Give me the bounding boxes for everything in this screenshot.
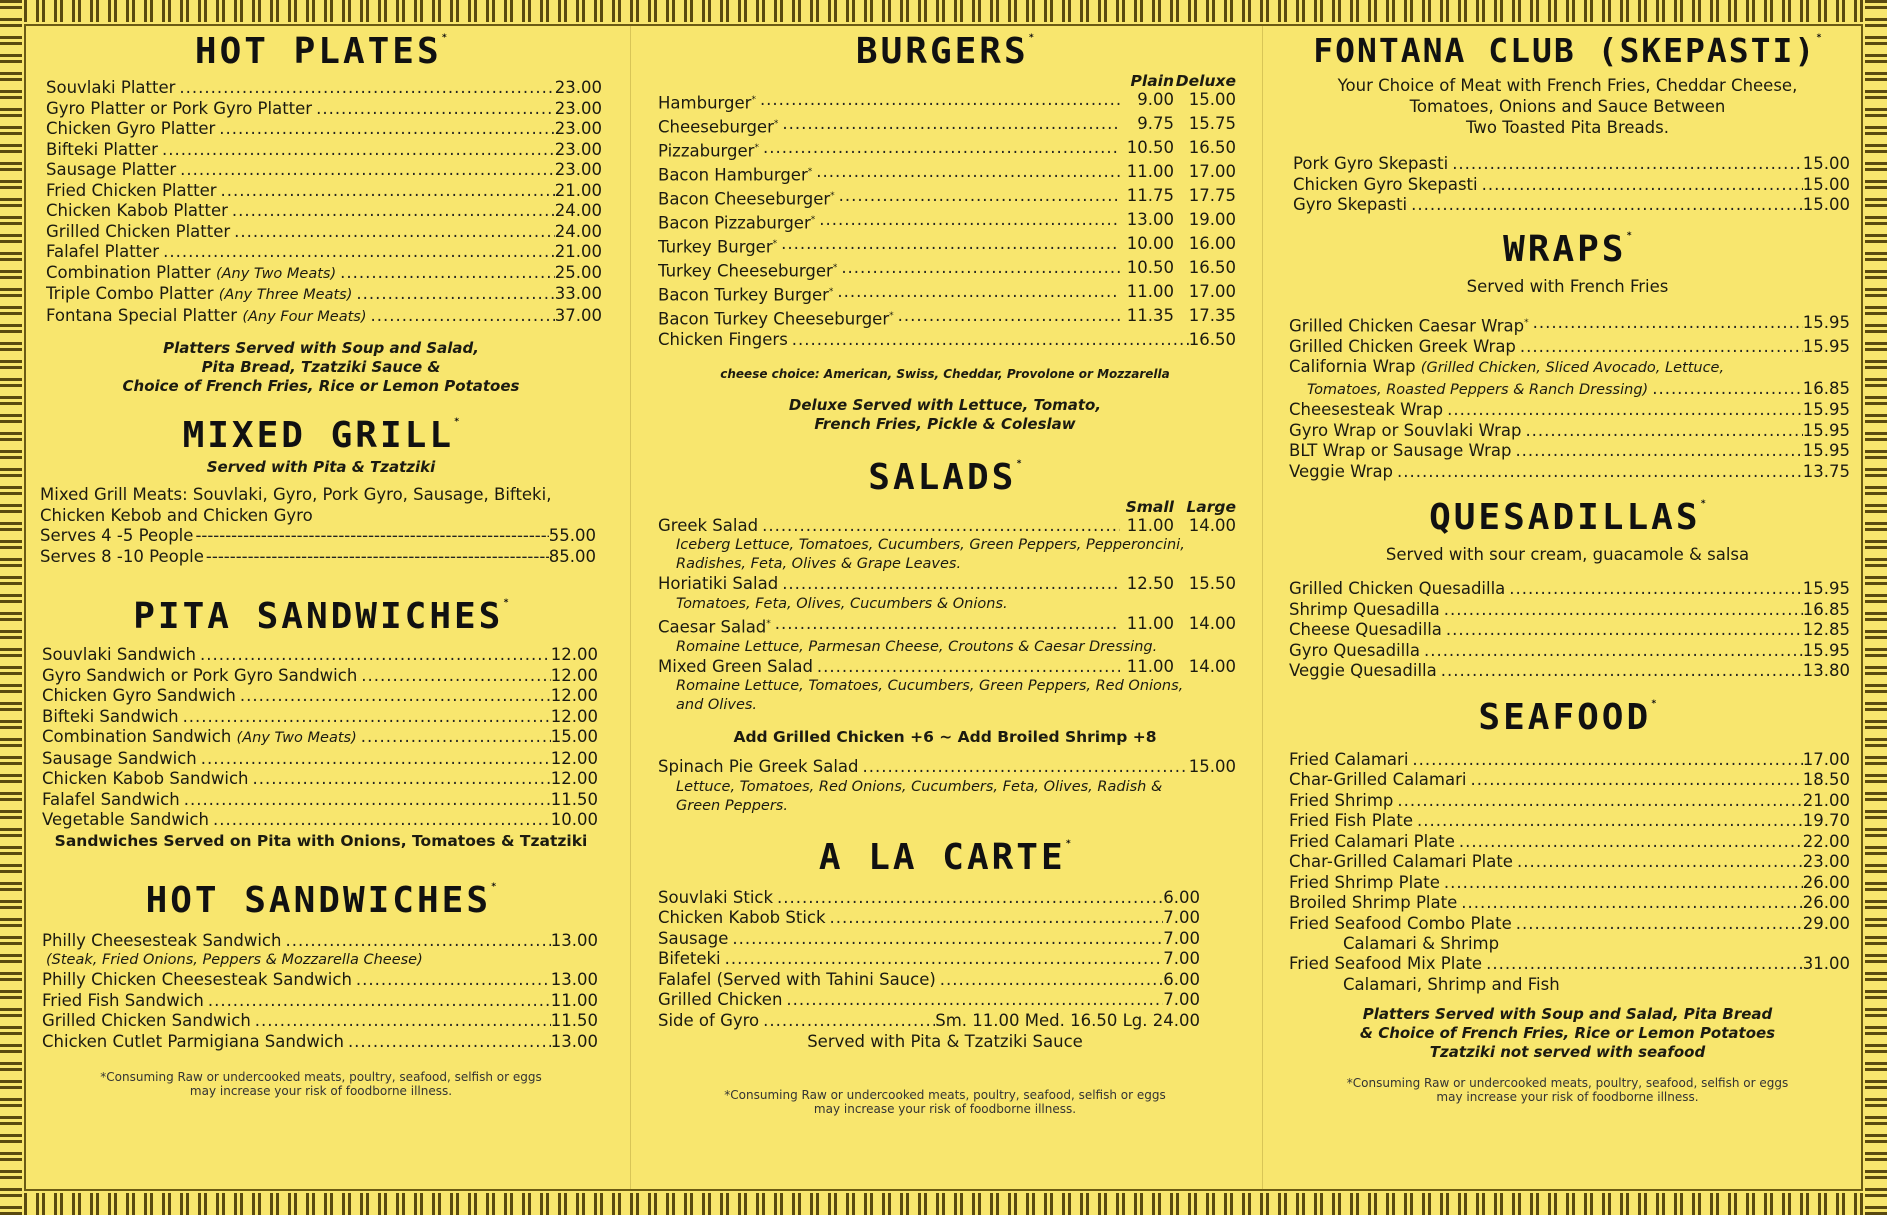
menu-item: Serves 4 -5 People ----- 55.00 [40, 526, 596, 547]
menu-item: Souvlaki Stick ..... 6.00 [658, 888, 1200, 909]
menu-item: Fried Shrimp Plate ..... 26.00 [1289, 873, 1850, 894]
hot-plates-note: Platters Served with Soup and Salad, Pita Bread, Tzatziki Sauce & Choice of French Fries, Rice or Lemon Potatoes [122, 339, 520, 395]
menu-item: Fried Seafood Mix Plate ..... 31.00 [1289, 954, 1850, 975]
column-middle [650, 28, 1240, 1116]
quesadillas-list [1285, 579, 1850, 682]
menu-item: Caesar Salad* ..... 11.00 14.00 [658, 614, 1236, 638]
menu-item: Bacon Cheeseburger* ..... 11.75 17.75 [658, 186, 1236, 210]
salads-list [650, 516, 1240, 716]
item-description: Tomatoes, Feta, Olives, Cucumbers & Onions. [676, 595, 1008, 612]
menu-item: Fried Shrimp ..... 21.00 [1289, 791, 1850, 812]
wraps-title: WRAPS* [1503, 228, 1632, 270]
menu-item: Sausage ..... 7.00 [658, 929, 1200, 950]
menu-item: Vegetable Sandwich ..... 10.00 [42, 810, 598, 831]
menu-item: Broiled Shrimp Plate ..... 26.00 [1289, 893, 1850, 914]
quesadillas-title: QUESADILLAS* [1429, 497, 1706, 538]
a-la-carte-title: A LA CARTE* [818, 836, 1072, 878]
menu-item: Bacon Pizzaburger* ..... 13.00 19.00 [658, 210, 1236, 234]
mixed-grill-desc: Chicken Kebob and Chicken Gyro [40, 505, 313, 525]
cheese-note: cheese choice: American, Swiss, Cheddar, Provolone or Mozzarella [720, 366, 1170, 381]
menu-item: Falafel Platter ..... 21.00 [46, 242, 602, 263]
menu-item: Mixed Green Salad ..... 11.00 14.00 [658, 657, 1236, 678]
menu-item: Sausage Sandwich ..... 12.00 [42, 749, 598, 770]
greek-key-border-top [0, 0, 1887, 22]
item-description: (Steak, Fried Onions, Peppers & Mozzarella Cheese) [46, 952, 423, 968]
column-left [36, 28, 606, 1098]
item-description: Lettuce, Tomatoes, Red Onions, Cucumbers, Feta, Olives, Radish & [676, 778, 1163, 795]
menu-item: Combination Sandwich (Any Two Meats) ..... 15.00 [42, 727, 598, 749]
menu-item: Bifteki Sandwich ..... 12.00 [42, 707, 598, 728]
wraps-subtitle: Served with French Fries [1466, 276, 1669, 296]
hot-sandwiches-title: HOT SANDWICHES* [145, 879, 497, 921]
menu-item: Tomatoes, Roasted Peppers & Ranch Dressing) ..... 16.85 [1289, 379, 1850, 401]
menu-item: Cheese Quesadilla ..... 12.85 [1289, 620, 1850, 641]
menu-item: Horiatiki Salad ..... 12.50 15.50 [658, 574, 1236, 595]
menu-item: Gyro Quesadilla ..... 15.95 [1289, 641, 1850, 662]
item-description: and Olives. [676, 697, 758, 713]
item-description: Radishes, Feta, Olives & Grape Leaves. [676, 556, 962, 572]
fold-line-1 [630, 24, 631, 1191]
menu-item: Bacon Turkey Burger* ..... 11.00 17.00 [658, 282, 1236, 306]
salads-title: SALADS* [868, 456, 1022, 498]
menu-item: Fontana Special Platter (Any Four Meats) ..... 37.00 [46, 306, 602, 328]
menu-item: Combination Platter (Any Two Meats) ..... 25.00 [46, 263, 602, 285]
column-right [1285, 28, 1850, 1104]
menu-item: Grilled Chicken Greek Wrap ..... 15.95 [1289, 337, 1850, 358]
menu-item: Greek Salad ..... 11.00 14.00 [658, 516, 1236, 537]
menu-item: Spinach Pie Greek Salad ..... 15.00 [658, 757, 1236, 778]
menu-item: Bifteki Platter ..... 23.00 [46, 140, 602, 161]
menu-item: Grilled Chicken Sandwich ..... 11.50 [42, 1011, 598, 1032]
item-description: Romaine Lettuce, Parmesan Cheese, Croutons & Caesar Dressing. [676, 638, 1158, 655]
menu-item: Grilled Chicken Platter ..... 24.00 [46, 222, 602, 243]
fontana-club-title: FONTANA CLUB (SKEPASTI)* [1313, 31, 1822, 70]
seafood-list [1285, 750, 1850, 995]
mixed-grill-list [36, 485, 606, 567]
hot-plates-list [36, 78, 606, 327]
menu-item: Pizzaburger* ..... 10.50 16.50 [658, 138, 1236, 162]
salad-addon-note: Add Grilled Chicken +6 ~ Add Broiled Shrimp +8 [733, 728, 1157, 746]
menu-item: Grilled Chicken Caesar Wrap* ..... 15.95 [1289, 313, 1850, 337]
menu-item: Char-Grilled Calamari ..... 18.50 [1289, 770, 1850, 791]
wraps-list [1285, 313, 1850, 483]
menu-item: Falafel Sandwich ..... 11.50 [42, 790, 598, 811]
menu-item: Chicken Kabob Platter ..... 24.00 [46, 201, 602, 222]
menu-item: Veggie Quesadilla ..... 13.80 [1289, 661, 1850, 682]
a-la-carte-list [650, 888, 1240, 1032]
fontana-club-desc: Your Choice of Meat with French Fries, Cheddar Cheese, Tomatoes, Onions and Sauce Between Two Toasted Pita Breads. [1337, 76, 1798, 137]
menu-item: Philly Cheesesteak Sandwich ..... 13.00 [42, 931, 598, 952]
menu-item: Gyro Sandwich or Pork Gyro Sandwich ..... 12.00 [42, 666, 598, 687]
menu-item: BLT Wrap or Sausage Wrap ..... 15.95 [1289, 441, 1850, 462]
salads-column-headers: Small Large [1125, 497, 1236, 516]
menu-item: Fried Seafood Combo Plate ..... 29.00 [1289, 914, 1850, 935]
menu-item: Falafel (Served with Tahini Sauce) ..... 6.00 [658, 970, 1200, 991]
menu-item: Souvlaki Platter ..... 23.00 [46, 78, 602, 99]
menu-item: Bacon Hamburger* ..... 11.00 17.00 [658, 162, 1236, 186]
deluxe-note: Deluxe Served with Lettuce, Tomato, French Fries, Pickle & Coleslaw [788, 395, 1102, 433]
fold-line-2 [1262, 24, 1263, 1191]
a-la-carte-note: Served with Pita & Tzatziki Sauce [807, 1032, 1083, 1051]
pita-sandwiches-note: Sandwiches Served on Pita with Onions, Tomatoes & Tzatziki [54, 831, 588, 850]
burgers-column-headers: Plain Deluxe [1130, 72, 1236, 90]
greek-key-border-bottom [0, 1193, 1887, 1215]
mixed-grill-desc: Mixed Grill Meats: Souvlaki, Gyro, Pork Gyro, Sausage, Bifteki, [40, 485, 552, 504]
menu-item: Philly Chicken Cheesesteak Sandwich ..... 13.00 [42, 970, 598, 991]
menu-item: Gyro Platter or Pork Gyro Platter ..... 23.00 [46, 99, 602, 120]
menu-item: Chicken Gyro Platter ..... 23.00 [46, 119, 602, 140]
menu-item: Sausage Platter ..... 23.00 [46, 160, 602, 181]
menu-item: Fried Fish Plate ..... 19.70 [1289, 811, 1850, 832]
menu-item: Bifeteki ..... 7.00 [658, 949, 1200, 970]
menu-item: Fried Fish Sandwich ..... 11.00 [42, 991, 598, 1012]
menu-item: Souvlaki Sandwich ..... 12.00 [42, 645, 598, 666]
item-subtext: Calamari & Shrimp [1343, 934, 1500, 953]
burgers-list [650, 90, 1240, 351]
greek-key-border-right [1865, 0, 1887, 1215]
menu-item: Grilled Chicken ..... 7.00 [658, 990, 1200, 1011]
menu-item: Triple Combo Platter (Any Three Meats) ..... 33.00 [46, 284, 602, 306]
pita-sandwiches-title: PITA SANDWICHES* [133, 596, 509, 637]
burgers-title: BURGERS* [855, 31, 1035, 72]
mixed-grill-title: MIXED GRILL* [182, 415, 460, 456]
hot-plates-title: HOT PLATES* [194, 31, 448, 72]
menu-item: Cheesesteak Wrap ..... 15.95 [1289, 400, 1850, 421]
menu-item: Hamburger* ..... 9.00 15.00 [658, 90, 1236, 114]
menu-item: Char-Grilled Calamari Plate ..... 23.00 [1289, 852, 1850, 873]
item-description: Iceberg Lettuce, Tomatoes, Cucumbers, Green Peppers, Pepperoncini, [676, 537, 1185, 553]
menu-item: Pork Gyro Skepasti ..... 15.00 [1293, 154, 1850, 175]
item-description: Romaine Lettuce, Tomatoes, Cucumbers, Green Peppers, Red Onions, [676, 678, 1184, 694]
menu-item: Turkey Burger* ..... 10.00 16.00 [658, 234, 1236, 258]
menu-item: Serves 8 -10 People ----- 85.00 [40, 547, 596, 568]
menu-item: Veggie Wrap ..... 13.75 [1289, 462, 1850, 483]
mixed-grill-subtitle: Served with Pita & Tzatziki [206, 458, 436, 476]
pita-sandwiches-list [36, 645, 606, 831]
menu-item: Fried Calamari Plate ..... 22.00 [1289, 832, 1850, 853]
spinach-pie [650, 757, 1240, 816]
disclaimer: *Consuming Raw or undercooked meats, poultry, seafood, selfish or eggs may increase your risk of foodborne illness. [100, 1070, 542, 1098]
greek-key-border-left [0, 0, 22, 1215]
menu-item: Chicken Gyro Skepasti ..... 15.00 [1293, 175, 1850, 196]
item-subtext: Calamari, Shrimp and Fish [1343, 974, 1560, 994]
quesadillas-subtitle: Served with sour cream, guacamole & salsa [1385, 545, 1750, 564]
menu-item: Grilled Chicken Quesadilla ..... 15.95 [1289, 579, 1850, 600]
menu-item: Side of Gyro ..... Sm. 11.00 Med. 16.50 Lg. 24.00 [658, 1011, 1200, 1032]
fontana-club-list [1285, 154, 1850, 216]
menu-item: Chicken Cutlet Parmigiana Sandwich ..... 13.00 [42, 1032, 598, 1053]
menu-item: Gyro Skepasti ..... 15.00 [1293, 195, 1850, 216]
menu-item: Bacon Turkey Cheeseburger* ..... 11.35 17.35 [658, 306, 1236, 330]
menu-item: Fried Calamari ..... 17.00 [1289, 750, 1850, 771]
menu-item: Cheeseburger* ..... 9.75 15.75 [658, 114, 1236, 138]
menu-item: Shrimp Quesadilla ..... 16.85 [1289, 600, 1850, 621]
menu-item: Fried Chicken Platter ..... 21.00 [46, 181, 602, 202]
seafood-note: Platters Served with Soup and Salad, Pita Bread & Choice of French Fries, Rice or Lemon Potatoes Tzatziki not served with seafood [1359, 1004, 1776, 1061]
hot-sandwiches-list [36, 931, 606, 1053]
menu-item: California Wrap (Grilled Chicken, Sliced Avocado, Lettuce, [1289, 357, 1725, 376]
disclaimer: *Consuming Raw or undercooked meats, poultry, seafood, selfish or eggs may increase your risk of foodborne illness. [1346, 1075, 1789, 1104]
item-description: Green Peppers. [676, 797, 788, 814]
menu-item: Chicken Kabob Sandwich ..... 12.00 [42, 769, 598, 790]
menu-item: Chicken Gyro Sandwich ..... 12.00 [42, 686, 598, 707]
menu-item: Turkey Cheeseburger* ..... 10.50 16.50 [658, 258, 1236, 282]
disclaimer: *Consuming Raw or undercooked meats, poultry, seafood, selfish or eggs may increase your risk of foodborne illness. [724, 1088, 1166, 1116]
menu-item: Chicken Fingers ..... 16.50 [658, 330, 1236, 351]
menu-item: Gyro Wrap or Souvlaki Wrap ..... 15.95 [1289, 421, 1850, 442]
menu-item: Chicken Kabob Stick ..... 7.00 [658, 908, 1200, 929]
seafood-title: SEAFOOD* [1478, 696, 1657, 738]
